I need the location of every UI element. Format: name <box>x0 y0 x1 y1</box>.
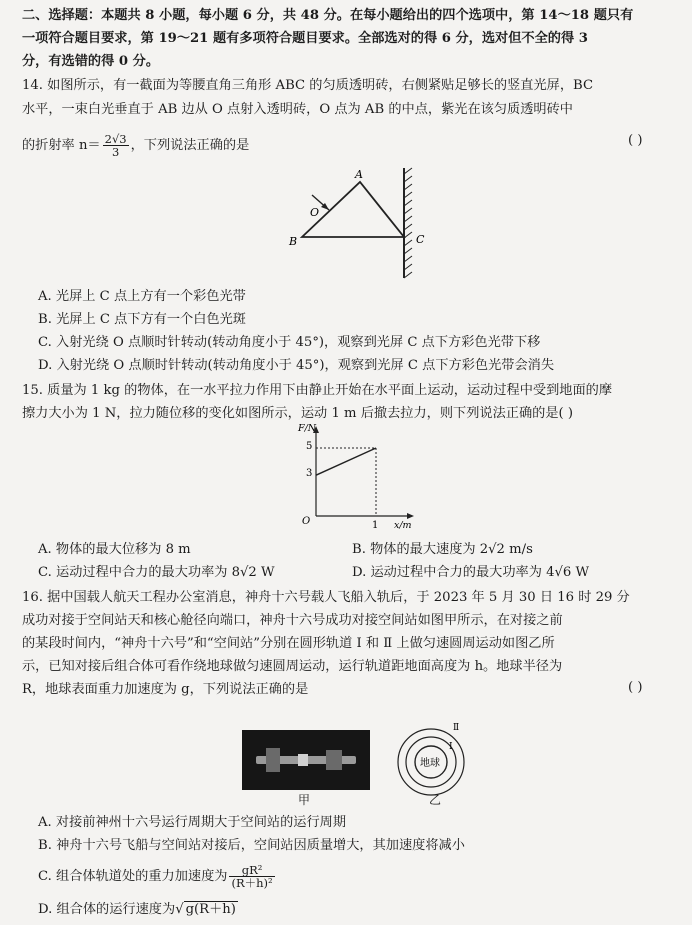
q15-force-displacement-graph <box>290 422 420 530</box>
y-axis-label: F/N <box>298 423 317 434</box>
section-header-line-3: 分，有选错的得 0 分。 <box>22 54 160 69</box>
q16-stem-line-4: 示，已知对接后组合体可看作绕地球做匀速圆周运动，运行轨道距地面高度为 h。地球半径为 <box>22 659 563 674</box>
fraction-denominator: 3 <box>111 145 120 159</box>
fraction-denominator: (R＋h)² <box>231 876 273 890</box>
q15-option-a: A. 物体的最大位移为 8 m <box>38 542 191 557</box>
sqrt-sign: √ <box>175 902 184 917</box>
q16-option-c <box>38 864 277 889</box>
q14-answer-paren: ( ) <box>628 133 643 148</box>
vertex-label-c: C <box>416 233 425 246</box>
y-tick-label-5: 5 <box>306 441 313 452</box>
q14-option-a: A. 光屏上 C 点上方有一个彩色光带 <box>38 289 246 304</box>
q16-option-b: B. 神舟十六号飞船与空间站对接后，空间站因质量增大，其加速度将减小 <box>38 838 465 853</box>
q14-stem-line-1: 14. 如图所示，有一截面为等腰直角三角形 ABC 的匀质透明砖，右侧紧贴足够长的竖直光屏，BC <box>22 78 594 93</box>
solar-panel-left <box>266 748 280 772</box>
q16-stem-line-2: 成功对接于空间站天和核心舱径向端口，神舟十六号成功对接空间站如图甲所示，在对接之前 <box>22 613 563 628</box>
x-tick-label-1: 1 <box>372 520 379 530</box>
q15-option-d: D. 运动过程中合力的最大功率为 4√6 W <box>352 565 590 580</box>
q14-option-b: B. 光屏上 C 点下方有一个白色光斑 <box>38 312 246 327</box>
q14-option-c: C. 入射光绕 O 点顺时针转动(转动角度小于 45°)，观察到光屏 C 点下方彩色光带下移 <box>38 335 541 350</box>
q15-stem-line-2: 擦力大小为 1 N，拉力随位移的变化如图所示，运动 1 m 后撤去拉力，则下列说法正确的是( ) <box>22 406 574 421</box>
q16-stem-line-3: 的某段时间内，“神舟十六号”和“空间站”分别在圆形轨道 Ⅰ 和 Ⅱ 上做匀速圆周运动如图乙所 <box>22 636 555 651</box>
q16-option-c-text: C. 组合体轨道处的重力加速度为 <box>38 869 228 884</box>
force-line <box>316 448 376 475</box>
q15-option-c: C. 运动过程中合力的最大功率为 8√2 W <box>38 565 275 580</box>
q14-option-d: D. 入射光绕 O 点顺时针转动(转动角度小于 45°)，观察到光屏 C 点下方彩色光带会消失 <box>38 358 555 373</box>
y-tick-label-3: 3 <box>306 468 313 479</box>
x-axis-label: x/m <box>394 520 412 530</box>
q16-option-d-text: D. 组合体的运行速度为 <box>38 902 176 917</box>
fraction-numerator: gR² <box>229 864 274 877</box>
q14-stem-line-3 <box>22 133 249 158</box>
vertex-label-b: B <box>289 235 298 248</box>
q16-stem-line-5: R，地球表面重力加速度为 g，下列说法正确的是 <box>22 682 309 697</box>
q14-stem-suffix: ，下列说法正确的是 <box>130 138 250 153</box>
q14-stem-line-2: 水平，一束白光垂直于 AB 边从 O 点射入透明砖，O 点为 AB 的中点，紫光在该匀质透明砖中 <box>22 102 573 117</box>
vertex-label-a: A <box>355 168 363 181</box>
section-header-line-2: 一项符合题目要求，第 19～21 题有多项符合题目要求。全部选对的得 6 分，选对但不全的得 3 <box>22 31 588 46</box>
gravity-acceleration-fraction <box>229 864 274 889</box>
figure-label-yi: 乙 <box>429 793 442 807</box>
spacecraft-image <box>242 730 370 790</box>
q16-answer-paren: ( ) <box>628 680 643 695</box>
q14-prism-figure <box>282 160 432 285</box>
docking-module <box>298 754 308 766</box>
orbit-label-i: Ⅰ <box>449 742 453 752</box>
q15-option-b: B. 物体的最大速度为 2√2 m/s <box>352 542 533 557</box>
refractive-index-fraction <box>103 133 129 158</box>
section-header-line-1: 二、选择题：本题共 8 小题，每小题 6 分，共 48 分。在每小题给出的四个选项中，第 14～18 题只有 <box>22 8 634 23</box>
q15-stem-line-1: 15. 质量为 1 kg 的物体，在一水平拉力作用下由静止开始在水平面上运动，运动过程中受到地面的摩 <box>22 383 613 398</box>
orbit-label-ii: Ⅱ <box>453 723 460 733</box>
figure-label-jia: 甲 <box>298 793 311 807</box>
orbit-diagram <box>394 722 470 798</box>
solar-panel-right <box>326 750 342 770</box>
earth-label: 地球 <box>420 758 440 769</box>
fraction-numerator: 2√3 <box>104 132 127 146</box>
q16-option-a: A. 对接前神州十六号运行周期大于空间站的运行周期 <box>38 815 347 830</box>
docking-photo <box>242 730 370 790</box>
screen-hatching <box>404 168 412 278</box>
sqrt-radicand: g(R＋h) <box>185 902 236 917</box>
point-label-o: O <box>310 206 320 219</box>
q16-option-d <box>38 900 238 920</box>
q16-stem-line-1: 16. 据中国载人航天工程办公室消息，神舟十六号载人飞船入轨后，于 2023 年 5 月 30 日 16 时 29 分 <box>22 590 630 605</box>
origin-label: O <box>302 516 311 527</box>
q14-stem-prefix: 的折射率 n＝ <box>22 138 101 153</box>
x-axis-arrow <box>407 513 414 519</box>
